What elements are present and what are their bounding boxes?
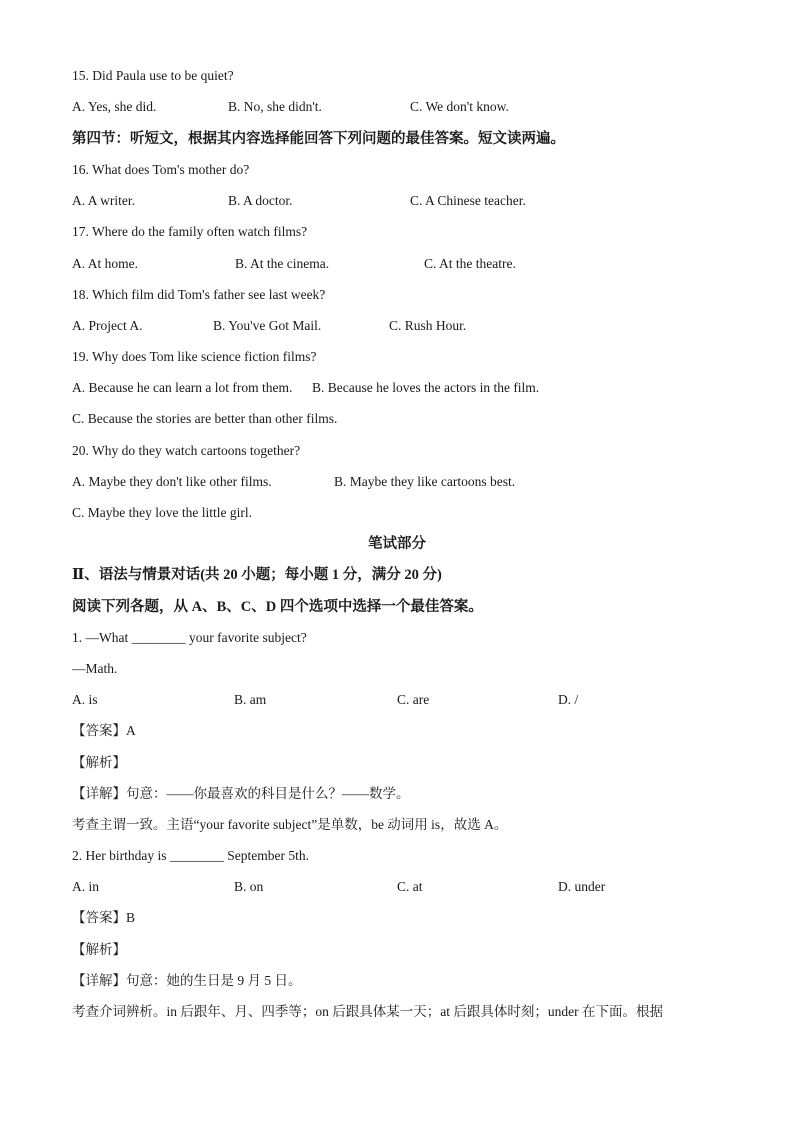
option-b: B. on xyxy=(234,879,264,894)
question-18: 18. Which film did Tom's father see last week? xyxy=(72,287,326,302)
option-c: C. at xyxy=(397,879,423,894)
option-a: A. A writer. xyxy=(72,193,135,208)
option-d: D. under xyxy=(558,879,606,894)
grammar-question-1: 1. —What ________ your favorite subject? xyxy=(72,630,307,645)
question-20-option-c: C. Maybe they love the little girl. xyxy=(72,505,252,520)
grammar-question-2: 2. Her birthday is ________ September 5th. xyxy=(72,848,309,863)
question-17: 17. Where do the family often watch films? xyxy=(72,224,308,239)
option-c: C. Rush Hour. xyxy=(389,318,467,333)
option-c: C. are xyxy=(397,692,430,707)
detail-1: 【详解】句意：——你最喜欢的科目是什么？——数学。 xyxy=(72,786,410,801)
section-4-heading: 第四节：听短文，根据其内容选择能回答下列问题的最佳答案。短文读两遍。 xyxy=(72,131,565,147)
option-a: A. Project A. xyxy=(72,318,143,333)
option-a: A. Because he can learn a lot from them. xyxy=(72,380,293,395)
option-c: C. A Chinese teacher. xyxy=(410,193,526,208)
explanation-1: 考查主谓一致。主语“your favorite subject”是单数，be 动词用 is，故选 A。 xyxy=(72,817,508,832)
option-d: D. / xyxy=(558,692,579,707)
option-c: C. We don't know. xyxy=(410,99,509,114)
question-19-option-c: C. Because the stories are better than other films. xyxy=(72,411,338,426)
question-15: 15. Did Paula use to be quiet? xyxy=(72,68,234,83)
part-2-title: Ⅱ、语法与情景对话(共 20 小题；每小题 1 分，满分 20 分) xyxy=(72,567,442,583)
option-b: B. No, she didn't. xyxy=(228,99,322,114)
answer-2: 【答案】B xyxy=(72,910,136,925)
option-b: B. A doctor. xyxy=(228,193,293,208)
option-b: B. At the cinema. xyxy=(235,256,330,271)
answer-1: 【答案】A xyxy=(72,723,136,738)
option-a: A. in xyxy=(72,879,99,894)
question-20: 20. Why do they watch cartoons together? xyxy=(72,443,301,458)
analysis-2-label: 【解析】 xyxy=(72,942,126,957)
option-b: B. am xyxy=(234,692,267,707)
analysis-1-label: 【解析】 xyxy=(72,755,126,770)
part-2-instructions: 阅读下列各题，从 A、B、C、D 四个选项中选择一个最佳答案。 xyxy=(72,599,483,615)
grammar-question-1-reply: —Math. xyxy=(72,661,118,676)
option-a: A. Maybe they don't like other films. xyxy=(72,474,272,489)
option-a: A. At home. xyxy=(72,256,138,271)
question-19: 19. Why does Tom like science fiction films? xyxy=(72,349,317,364)
option-b: B. You've Got Mail. xyxy=(213,318,322,333)
option-b: B. Because he loves the actors in the film. xyxy=(312,380,540,395)
written-part-heading: 笔试部分 xyxy=(368,536,426,552)
option-c: C. At the theatre. xyxy=(424,256,516,271)
option-b: B. Maybe they like cartoons best. xyxy=(334,474,516,489)
detail-2: 【详解】句意：她的生日是 9 月 5 日。 xyxy=(72,973,302,988)
option-a: A. Yes, she did. xyxy=(72,99,157,114)
option-a: A. is xyxy=(72,692,98,707)
explanation-2: 考查介词辨析。in 后跟年、月、四季等；on 后跟具体某一天；at 后跟具体时刻；under 在下面。根据 xyxy=(72,1004,663,1019)
question-16: 16. What does Tom's mother do? xyxy=(72,162,250,177)
